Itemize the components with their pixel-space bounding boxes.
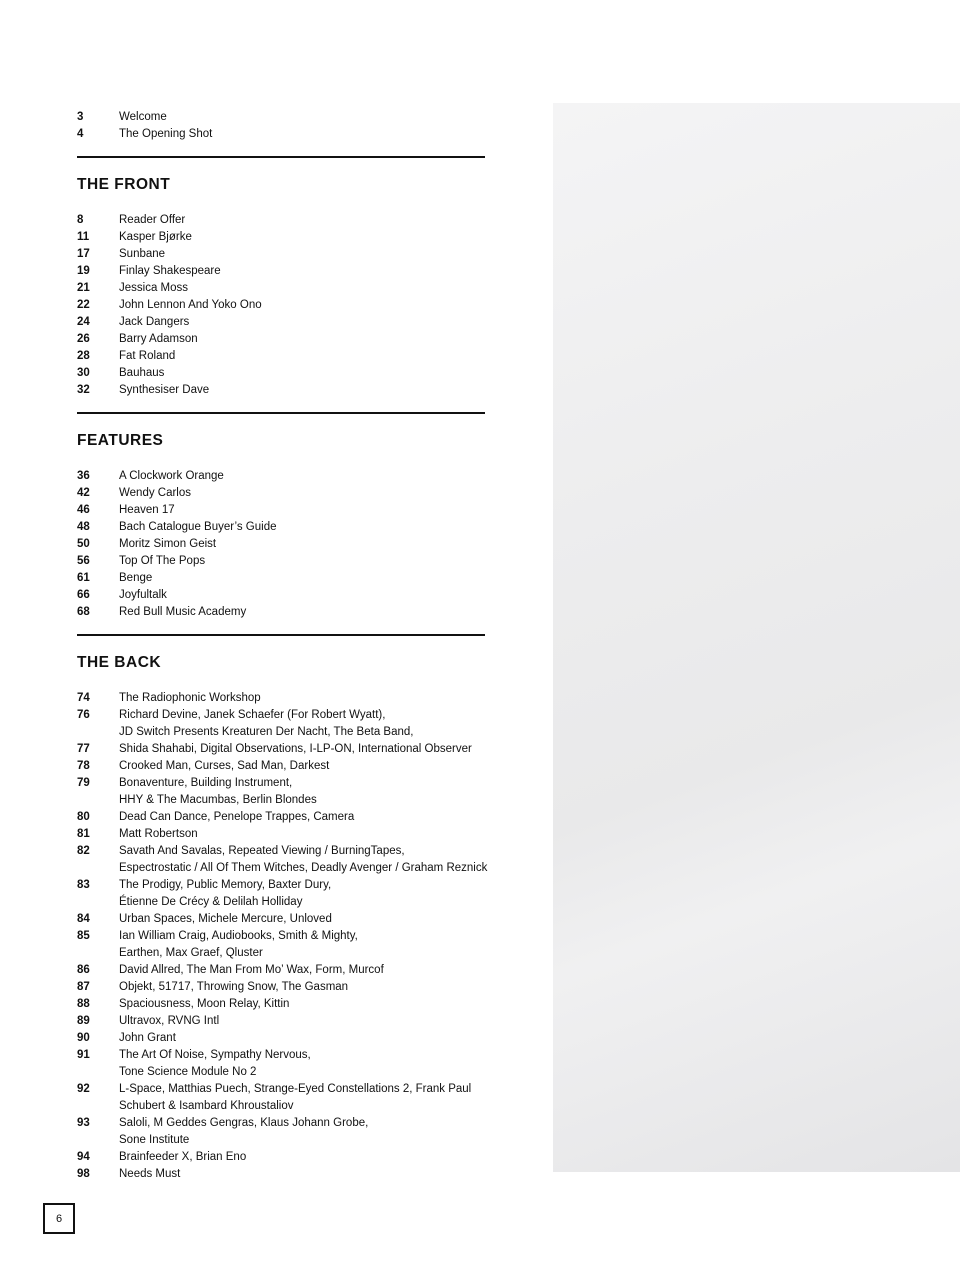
toc-page-number: 21	[77, 282, 90, 294]
toc-entry-title: Bonaventure, Building Instrument,	[119, 777, 293, 789]
toc-entry	[77, 1047, 485, 1064]
toc-entry	[77, 553, 485, 570]
toc-page-number: 28	[77, 350, 90, 362]
toc-page-number: 80	[77, 811, 90, 823]
toc-page-number: 98	[77, 1168, 90, 1180]
toc-page-number: 91	[77, 1049, 90, 1061]
toc-entry-title: Richard Devine, Janek Schaefer (For Robert Wyatt),	[119, 709, 386, 721]
toc-page-number: 77	[77, 743, 90, 755]
toc-entry	[77, 570, 485, 587]
toc-entry	[77, 331, 485, 348]
toc-page-number: 76	[77, 709, 90, 721]
toc-entry	[77, 690, 485, 707]
toc-entry	[77, 280, 485, 297]
toc-entry	[77, 1030, 485, 1047]
toc-entry-title: Synthesiser Dave	[119, 384, 210, 396]
toc-entry-title: The Radiophonic Workshop	[119, 692, 261, 704]
toc-entry-title: Ian William Craig, Audiobooks, Smith & Mighty,	[119, 930, 358, 942]
toc-entry	[77, 775, 485, 792]
toc-page-number: 8	[77, 214, 84, 226]
toc-page-number: 81	[77, 828, 90, 840]
toc-entry-title: Top Of The Pops	[119, 555, 206, 567]
toc-entry-title: Schubert & Isambard Khroustaliov	[119, 1100, 294, 1112]
toc-page-number: 30	[77, 367, 90, 379]
toc-entry	[77, 126, 485, 143]
page-number: 6	[55, 1212, 63, 1225]
toc-entry-title: Reader Offer	[119, 214, 186, 226]
toc-page-number: 36	[77, 470, 90, 482]
toc-page-number: 94	[77, 1151, 90, 1163]
section-divider	[77, 634, 485, 636]
toc-entry	[77, 365, 485, 382]
toc-entry-title: Fat Roland	[119, 350, 176, 362]
toc-entry-title: David Allred, The Man From Mo’ Wax, Form, Murcof	[119, 964, 384, 976]
toc-entry	[77, 212, 485, 229]
toc-page-number: 32	[77, 384, 90, 396]
toc-entry	[77, 485, 485, 502]
toc-entry	[77, 1149, 485, 1166]
toc-entry-title: Spaciousness, Moon Relay, Kittin	[119, 998, 290, 1010]
toc-entry-title: A Clockwork Orange	[119, 470, 224, 482]
toc-entry	[77, 758, 485, 775]
toc-entry	[77, 911, 485, 928]
toc-page-number: 3	[77, 111, 84, 123]
toc-entry	[77, 587, 485, 604]
toc-entry-title: JD Switch Presents Kreaturen Der Nacht, The Beta Band,	[119, 726, 414, 738]
toc-entry	[77, 707, 485, 724]
toc-entry-title: Étienne De Crécy & Delilah Holliday	[119, 896, 303, 908]
toc-entry-title: Moritz Simon Geist	[119, 538, 217, 550]
toc-entry	[77, 877, 485, 894]
toc-entry-continuation	[77, 1064, 485, 1081]
toc-entry	[77, 1081, 485, 1098]
toc-entry-title: Matt Robertson	[119, 828, 198, 840]
toc-entry	[77, 263, 485, 280]
toc-entry-title: Earthen, Max Graef, Qluster	[119, 947, 263, 959]
toc-entry-title: Bauhaus	[119, 367, 165, 379]
toc-page-number: 86	[77, 964, 90, 976]
toc-entry-title: The Art Of Noise, Sympathy Nervous,	[119, 1049, 311, 1061]
toc-page-number: 48	[77, 521, 90, 533]
toc-entry-title: Urban Spaces, Michele Mercure, Unloved	[119, 913, 332, 925]
toc-entry	[77, 382, 485, 399]
toc-entry-title: John Lennon And Yoko Ono	[119, 299, 262, 311]
toc-entry-title: Savath And Savalas, Repeated Viewing / BurningTapes,	[119, 845, 405, 857]
toc-page-number: 88	[77, 998, 90, 1010]
section-heading: THE FRONT	[77, 176, 171, 193]
toc-entry-continuation	[77, 1132, 485, 1149]
toc-entry-title: Shida Shahabi, Digital Observations, I-LP-ON, International Observer	[119, 743, 472, 755]
toc-page-number: 22	[77, 299, 90, 311]
toc-entry	[77, 996, 485, 1013]
toc-entry-title: L-Space, Matthias Puech, Strange-Eyed Constellations 2, Frank Paul	[119, 1083, 472, 1095]
toc-entry-title: Barry Adamson	[119, 333, 198, 345]
toc-entry-title: Brainfeeder X, Brian Eno	[119, 1151, 247, 1163]
toc-entry	[77, 979, 485, 996]
toc-entry-title: Sunbane	[119, 248, 166, 260]
toc-page-number	[77, 792, 119, 809]
toc-entry-title: Crooked Man, Curses, Sad Man, Darkest	[119, 760, 330, 772]
toc-page-number	[77, 1064, 119, 1081]
toc-entry-continuation	[77, 945, 485, 962]
toc-entry	[77, 809, 485, 826]
toc-entry-title: HHY & The Macumbas, Berlin Blondes	[119, 794, 317, 806]
toc-entry	[77, 741, 485, 758]
toc-page-number: 50	[77, 538, 90, 550]
toc-entry	[77, 468, 485, 485]
toc-page-number: 42	[77, 487, 90, 499]
toc-entry	[77, 314, 485, 331]
toc-entry-title: Benge	[119, 572, 153, 584]
section-divider	[77, 412, 485, 414]
toc-page-number	[77, 860, 119, 877]
toc-entry	[77, 843, 485, 860]
toc-entry-title: Welcome	[119, 111, 167, 123]
toc-entry-title: Ultravox, RVNG Intl	[119, 1015, 220, 1027]
toc-entry	[77, 928, 485, 945]
toc-page-number: 56	[77, 555, 90, 567]
toc-page-number: 26	[77, 333, 90, 345]
toc-entry-title: Tone Science Module No 2	[119, 1066, 257, 1078]
toc-entry-continuation	[77, 792, 485, 809]
toc-entry-continuation	[77, 724, 485, 741]
section-heading: FEATURES	[77, 432, 164, 449]
toc-entry-title: The Prodigy, Public Memory, Baxter Dury,	[119, 879, 332, 891]
toc-entry-title: Jack Dangers	[119, 316, 190, 328]
section-divider	[77, 156, 485, 158]
toc-page-number: 66	[77, 589, 90, 601]
toc-entry-title: John Grant	[119, 1032, 176, 1044]
toc-page-number: 68	[77, 606, 90, 618]
toc-entry	[77, 826, 485, 843]
page-number-box	[43, 1203, 75, 1234]
toc-page-number: 4	[77, 128, 84, 140]
toc-entry	[77, 502, 485, 519]
toc-entry	[77, 1166, 485, 1183]
toc-page-number: 79	[77, 777, 90, 789]
toc-entry-title: The Opening Shot	[119, 128, 213, 140]
intro-list	[77, 109, 485, 143]
toc-entry	[77, 962, 485, 979]
toc-entry-title: Saloli, M Geddes Gengras, Klaus Johann Grobe,	[119, 1117, 369, 1129]
toc-page-number: 17	[77, 248, 90, 260]
toc-page-number: 90	[77, 1032, 90, 1044]
toc-entry-title: Objekt, 51717, Throwing Snow, The Gasman	[119, 981, 349, 993]
toc-entry-title: Heaven 17	[119, 504, 175, 516]
toc-entry-title: Bach Catalogue Buyer’s Guide	[119, 521, 277, 533]
toc-entry	[77, 536, 485, 553]
toc-entry-continuation	[77, 860, 488, 877]
toc-entry-title: Sone Institute	[119, 1134, 190, 1146]
toc-entry	[77, 1013, 485, 1030]
toc-entry-title: Dead Can Dance, Penelope Trappes, Camera	[119, 811, 355, 823]
toc-page-number: 92	[77, 1083, 90, 1095]
toc-page-number: 89	[77, 1015, 90, 1027]
toc-entry-continuation	[77, 894, 485, 911]
section-entries	[77, 690, 488, 1183]
toc-entry	[77, 519, 485, 536]
toc-entry-title: Red Bull Music Academy	[119, 606, 247, 618]
toc-page-number: 19	[77, 265, 90, 277]
toc-page-number: 82	[77, 845, 90, 857]
toc-page-number: 24	[77, 316, 90, 328]
toc-page-number: 87	[77, 981, 90, 993]
toc-page-number: 83	[77, 879, 90, 891]
toc-entry	[77, 297, 485, 314]
toc-entry-title: Joyfultalk	[119, 589, 167, 601]
toc-page-number: 46	[77, 504, 90, 516]
toc-page-number: 93	[77, 1117, 90, 1129]
toc-entry-title: Needs Must	[119, 1168, 181, 1180]
toc-page-number	[77, 1098, 119, 1115]
toc-page-number: 74	[77, 692, 90, 704]
toc-page-number: 61	[77, 572, 90, 584]
toc-entry	[77, 1115, 485, 1132]
toc-page-number: 78	[77, 760, 90, 772]
toc-page-number	[77, 1132, 119, 1149]
toc-page-number	[77, 894, 119, 911]
toc-entry-continuation	[77, 1098, 485, 1115]
section-entries	[77, 468, 485, 621]
section-entries	[77, 212, 485, 399]
toc-page-number	[77, 945, 119, 962]
section-heading: THE BACK	[77, 654, 162, 671]
toc-entry-title: Wendy Carlos	[119, 487, 192, 499]
table-of-contents	[77, 109, 488, 1183]
toc-entry	[77, 109, 485, 126]
toc-entry-title: Espectrostatic / All Of Them Witches, Deadly Avenger / Graham Reznick	[119, 862, 488, 874]
toc-entry	[77, 604, 485, 621]
toc-entry	[77, 348, 485, 365]
toc-entry-title: Finlay Shakespeare	[119, 265, 221, 277]
toc-page-number: 85	[77, 930, 90, 942]
toc-entry	[77, 246, 485, 263]
feature-image-placeholder	[553, 103, 960, 1172]
toc-entry	[77, 229, 485, 246]
toc-page-number: 11	[77, 231, 90, 243]
toc-page-number	[77, 724, 119, 741]
toc-page-number: 84	[77, 913, 90, 925]
toc-entry-title: Jessica Moss	[119, 282, 189, 294]
toc-entry-title: Kasper Bjørke	[119, 231, 192, 243]
sections	[77, 156, 488, 1183]
